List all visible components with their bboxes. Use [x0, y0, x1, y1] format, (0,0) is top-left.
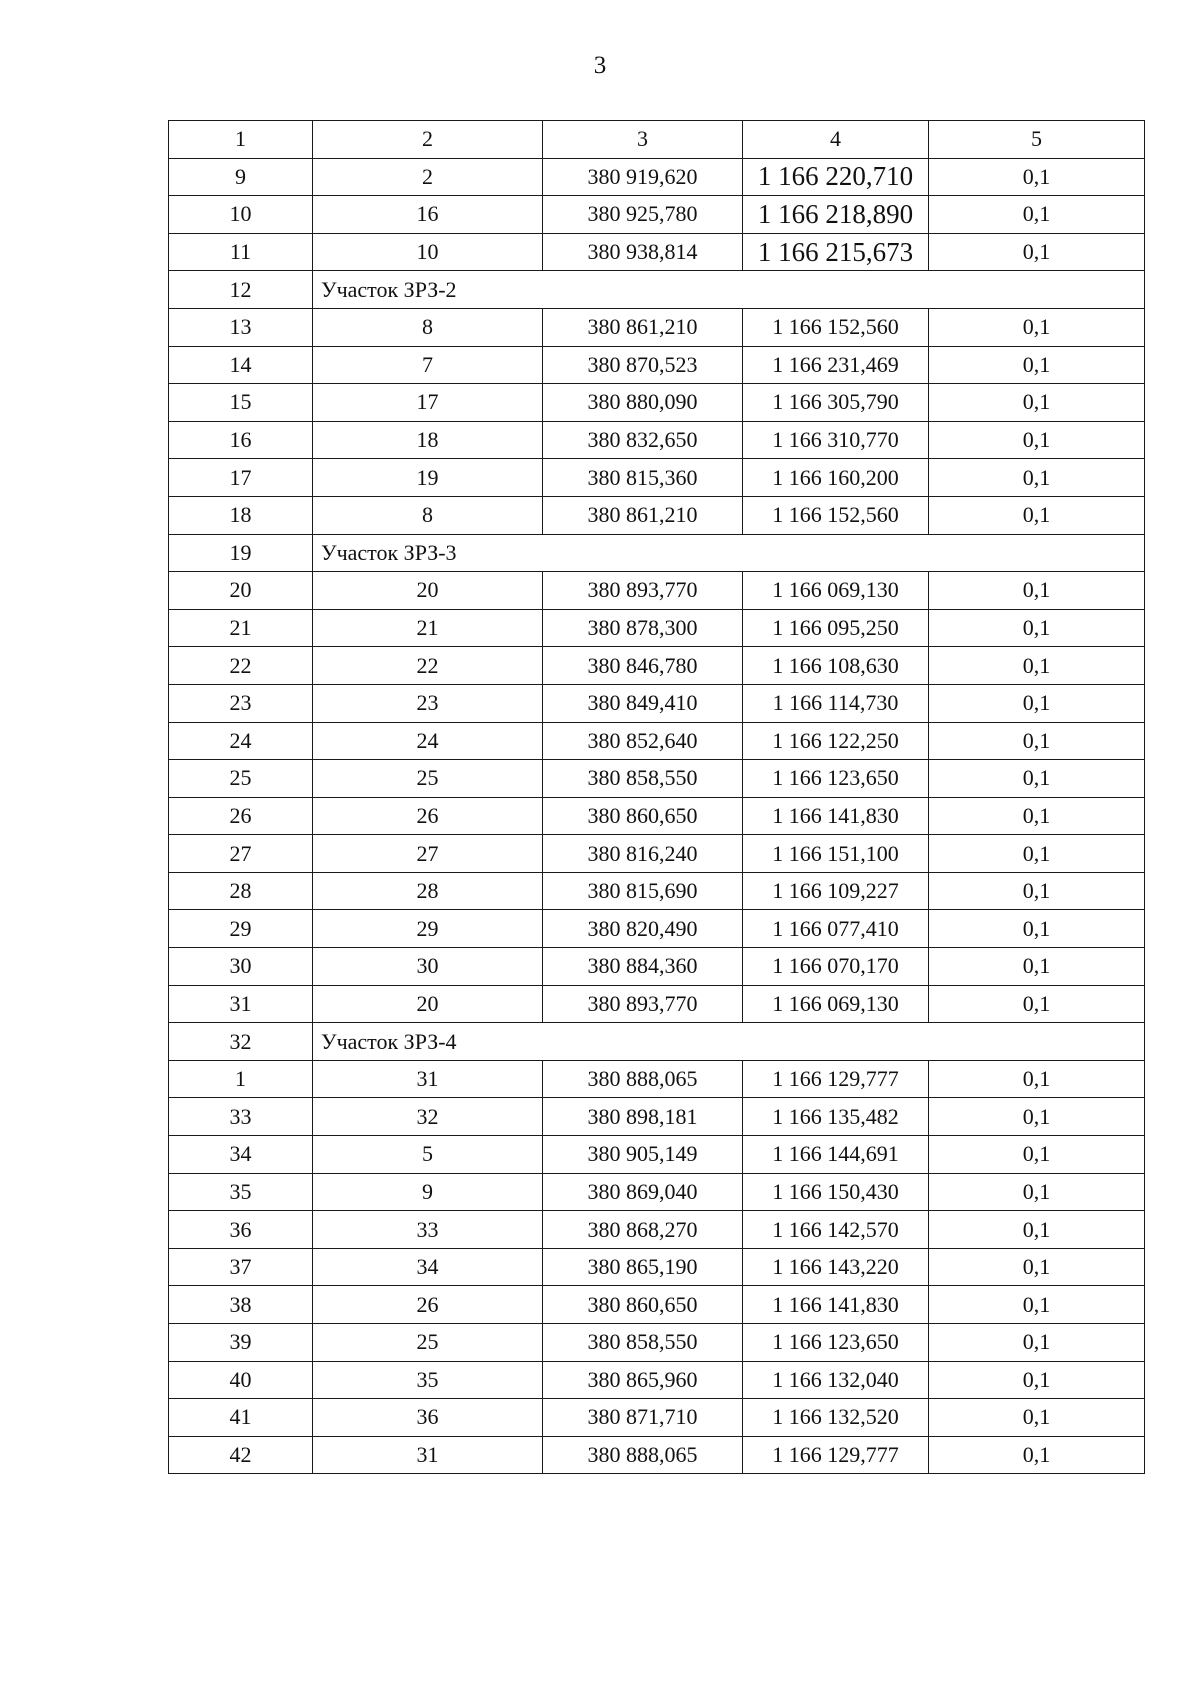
row-number-cell: 39: [169, 1324, 313, 1362]
y-coordinate-cell: 1 166 305,790: [743, 384, 929, 422]
table-row: [169, 1399, 1145, 1437]
row-number-cell: 16: [169, 421, 313, 459]
table-row: [169, 1211, 1145, 1249]
table-row: [169, 459, 1145, 497]
row-number-cell: 1: [169, 1060, 313, 1098]
accuracy-cell: 0,1: [929, 872, 1145, 910]
row-number-cell: 9: [169, 158, 313, 196]
point-number-cell: 26: [313, 797, 543, 835]
row-number-cell: 19: [169, 534, 313, 572]
y-coordinate-cell: 1 166 144,691: [743, 1136, 929, 1174]
table-row: [169, 797, 1145, 835]
header-cell-4: 4: [743, 121, 929, 159]
x-coordinate-cell: 380 849,410: [543, 684, 743, 722]
x-coordinate-cell: 380 852,640: [543, 722, 743, 760]
accuracy-cell: 0,1: [929, 985, 1145, 1023]
accuracy-cell: 0,1: [929, 1136, 1145, 1174]
table-row: [169, 1361, 1145, 1399]
y-coordinate-cell: 1 166 152,560: [743, 308, 929, 346]
table-row: [169, 872, 1145, 910]
point-number-cell: 5: [313, 1136, 543, 1174]
table-body: [169, 121, 1145, 1474]
row-number-cell: 33: [169, 1098, 313, 1136]
point-number-cell: 7: [313, 346, 543, 384]
point-number-cell: 18: [313, 421, 543, 459]
x-coordinate-cell: 380 815,690: [543, 872, 743, 910]
table-row: [169, 1098, 1145, 1136]
x-coordinate-cell: 380 861,210: [543, 496, 743, 534]
x-coordinate-cell: 380 869,040: [543, 1173, 743, 1211]
y-coordinate-cell: 1 166 152,560: [743, 496, 929, 534]
y-coordinate-cell: 1 166 123,650: [743, 1324, 929, 1362]
accuracy-cell: 0,1: [929, 1098, 1145, 1136]
accuracy-cell: 0,1: [929, 684, 1145, 722]
y-coordinate-cell: 1 166 218,890: [743, 196, 929, 234]
x-coordinate-cell: 380 846,780: [543, 647, 743, 685]
accuracy-cell: 0,1: [929, 1211, 1145, 1249]
row-number-cell: 24: [169, 722, 313, 760]
table-row: [169, 1248, 1145, 1286]
page-number: 3: [593, 52, 607, 79]
y-coordinate-cell: 1 166 069,130: [743, 572, 929, 610]
accuracy-cell: 0,1: [929, 1286, 1145, 1324]
row-number-cell: 28: [169, 872, 313, 910]
table-row: [169, 158, 1145, 196]
x-coordinate-cell: 380 905,149: [543, 1136, 743, 1174]
row-number-cell: 30: [169, 948, 313, 986]
accuracy-cell: 0,1: [929, 948, 1145, 986]
row-number-cell: 22: [169, 647, 313, 685]
accuracy-cell: 0,1: [929, 1248, 1145, 1286]
x-coordinate-cell: 380 816,240: [543, 835, 743, 873]
point-number-cell: 17: [313, 384, 543, 422]
point-number-cell: 10: [313, 233, 543, 271]
table-row: [169, 609, 1145, 647]
x-coordinate-cell: 380 884,360: [543, 948, 743, 986]
table-row: [169, 722, 1145, 760]
table-row: [169, 948, 1145, 986]
point-number-cell: 20: [313, 572, 543, 610]
header-cell-1: 1: [169, 121, 313, 159]
row-number-cell: 15: [169, 384, 313, 422]
accuracy-cell: 0,1: [929, 1060, 1145, 1098]
table-row: [169, 384, 1145, 422]
y-coordinate-cell: 1 166 151,100: [743, 835, 929, 873]
x-coordinate-cell: 380 893,770: [543, 985, 743, 1023]
y-coordinate-cell: 1 166 132,520: [743, 1399, 929, 1437]
table-row: [169, 233, 1145, 271]
y-coordinate-cell: 1 166 150,430: [743, 1173, 929, 1211]
coordinates-table: [168, 120, 1145, 1474]
y-coordinate-cell: 1 166 141,830: [743, 797, 929, 835]
row-number-cell: 14: [169, 346, 313, 384]
table-row: [169, 1060, 1145, 1098]
point-number-cell: 25: [313, 760, 543, 798]
point-number-cell: 31: [313, 1060, 543, 1098]
row-number-cell: 18: [169, 496, 313, 534]
header-cell-5: 5: [929, 121, 1145, 159]
section-row: [169, 534, 1145, 572]
point-number-cell: 20: [313, 985, 543, 1023]
accuracy-cell: 0,1: [929, 1173, 1145, 1211]
row-number-cell: 25: [169, 760, 313, 798]
y-coordinate-cell: 1 166 160,200: [743, 459, 929, 497]
x-coordinate-cell: 380 815,360: [543, 459, 743, 497]
table-header-row: [169, 121, 1145, 159]
point-number-cell: 24: [313, 722, 543, 760]
point-number-cell: 9: [313, 1173, 543, 1211]
table-row: [169, 684, 1145, 722]
section-row: [169, 1023, 1145, 1061]
row-number-cell: 26: [169, 797, 313, 835]
row-number-cell: 11: [169, 233, 313, 271]
accuracy-cell: 0,1: [929, 797, 1145, 835]
table-row: [169, 421, 1145, 459]
y-coordinate-cell: 1 166 114,730: [743, 684, 929, 722]
accuracy-cell: 0,1: [929, 1399, 1145, 1437]
x-coordinate-cell: 380 893,770: [543, 572, 743, 610]
row-number-cell: 40: [169, 1361, 313, 1399]
point-number-cell: 22: [313, 647, 543, 685]
x-coordinate-cell: 380 860,650: [543, 1286, 743, 1324]
x-coordinate-cell: 380 871,710: [543, 1399, 743, 1437]
table-row: [169, 308, 1145, 346]
accuracy-cell: 0,1: [929, 1361, 1145, 1399]
row-number-cell: 37: [169, 1248, 313, 1286]
point-number-cell: 8: [313, 496, 543, 534]
table-row: [169, 835, 1145, 873]
accuracy-cell: 0,1: [929, 910, 1145, 948]
x-coordinate-cell: 380 865,960: [543, 1361, 743, 1399]
x-coordinate-cell: 380 868,270: [543, 1211, 743, 1249]
table-row: [169, 572, 1145, 610]
y-coordinate-cell: 1 166 310,770: [743, 421, 929, 459]
header-cell-2: 2: [313, 121, 543, 159]
y-coordinate-cell: 1 166 141,830: [743, 1286, 929, 1324]
x-coordinate-cell: 380 860,650: [543, 797, 743, 835]
row-number-cell: 31: [169, 985, 313, 1023]
x-coordinate-cell: 380 858,550: [543, 1324, 743, 1362]
row-number-cell: 21: [169, 609, 313, 647]
y-coordinate-cell: 1 166 108,630: [743, 647, 929, 685]
x-coordinate-cell: 380 865,190: [543, 1248, 743, 1286]
row-number-cell: 17: [169, 459, 313, 497]
row-number-cell: 42: [169, 1436, 313, 1474]
point-number-cell: 31: [313, 1436, 543, 1474]
accuracy-cell: 0,1: [929, 308, 1145, 346]
y-coordinate-cell: 1 166 220,710: [743, 158, 929, 196]
accuracy-cell: 0,1: [929, 158, 1145, 196]
y-coordinate-cell: 1 166 132,040: [743, 1361, 929, 1399]
accuracy-cell: 0,1: [929, 196, 1145, 234]
table-row: [169, 1286, 1145, 1324]
y-coordinate-cell: 1 166 123,650: [743, 760, 929, 798]
x-coordinate-cell: 380 888,065: [543, 1436, 743, 1474]
y-coordinate-cell: 1 166 077,410: [743, 910, 929, 948]
table-row: [169, 1436, 1145, 1474]
x-coordinate-cell: 380 870,523: [543, 346, 743, 384]
x-coordinate-cell: 380 888,065: [543, 1060, 743, 1098]
y-coordinate-cell: 1 166 109,227: [743, 872, 929, 910]
accuracy-cell: 0,1: [929, 835, 1145, 873]
point-number-cell: 35: [313, 1361, 543, 1399]
section-title-cell: Участок ЗРЗ-4: [313, 1023, 1145, 1061]
table-row: [169, 346, 1145, 384]
point-number-cell: 27: [313, 835, 543, 873]
point-number-cell: 26: [313, 1286, 543, 1324]
y-coordinate-cell: 1 166 135,482: [743, 1098, 929, 1136]
accuracy-cell: 0,1: [929, 722, 1145, 760]
accuracy-cell: 0,1: [929, 346, 1145, 384]
x-coordinate-cell: 380 880,090: [543, 384, 743, 422]
table-row: [169, 760, 1145, 798]
point-number-cell: 25: [313, 1324, 543, 1362]
x-coordinate-cell: 380 820,490: [543, 910, 743, 948]
section-title-cell: Участок ЗРЗ-2: [313, 271, 1145, 309]
point-number-cell: 29: [313, 910, 543, 948]
accuracy-cell: 0,1: [929, 609, 1145, 647]
row-number-cell: 34: [169, 1136, 313, 1174]
y-coordinate-cell: 1 166 231,469: [743, 346, 929, 384]
point-number-cell: 16: [313, 196, 543, 234]
accuracy-cell: 0,1: [929, 647, 1145, 685]
x-coordinate-cell: 380 858,550: [543, 760, 743, 798]
accuracy-cell: 0,1: [929, 1324, 1145, 1362]
row-number-cell: 23: [169, 684, 313, 722]
row-number-cell: 36: [169, 1211, 313, 1249]
y-coordinate-cell: 1 166 142,570: [743, 1211, 929, 1249]
x-coordinate-cell: 380 861,210: [543, 308, 743, 346]
point-number-cell: 33: [313, 1211, 543, 1249]
row-number-cell: 13: [169, 308, 313, 346]
accuracy-cell: 0,1: [929, 496, 1145, 534]
row-number-cell: 12: [169, 271, 313, 309]
point-number-cell: 19: [313, 459, 543, 497]
row-number-cell: 35: [169, 1173, 313, 1211]
point-number-cell: 28: [313, 872, 543, 910]
x-coordinate-cell: 380 919,620: [543, 158, 743, 196]
point-number-cell: 30: [313, 948, 543, 986]
x-coordinate-cell: 380 832,650: [543, 421, 743, 459]
section-title-cell: Участок ЗРЗ-3: [313, 534, 1145, 572]
table-row: [169, 1136, 1145, 1174]
table-row: [169, 647, 1145, 685]
point-number-cell: 23: [313, 684, 543, 722]
point-number-cell: 36: [313, 1399, 543, 1437]
row-number-cell: 29: [169, 910, 313, 948]
accuracy-cell: 0,1: [929, 421, 1145, 459]
x-coordinate-cell: 380 938,814: [543, 233, 743, 271]
table-row: [169, 985, 1145, 1023]
row-number-cell: 27: [169, 835, 313, 873]
accuracy-cell: 0,1: [929, 760, 1145, 798]
y-coordinate-cell: 1 166 070,170: [743, 948, 929, 986]
row-number-cell: 41: [169, 1399, 313, 1437]
y-coordinate-cell: 1 166 143,220: [743, 1248, 929, 1286]
y-coordinate-cell: 1 166 122,250: [743, 722, 929, 760]
accuracy-cell: 0,1: [929, 572, 1145, 610]
point-number-cell: 32: [313, 1098, 543, 1136]
table-row: [169, 1173, 1145, 1211]
row-number-cell: 10: [169, 196, 313, 234]
point-number-cell: 21: [313, 609, 543, 647]
point-number-cell: 34: [313, 1248, 543, 1286]
header-cell-3: 3: [543, 121, 743, 159]
table-row: [169, 196, 1145, 234]
y-coordinate-cell: 1 166 129,777: [743, 1436, 929, 1474]
table-row: [169, 496, 1145, 534]
row-number-cell: 38: [169, 1286, 313, 1324]
y-coordinate-cell: 1 166 129,777: [743, 1060, 929, 1098]
table-row: [169, 910, 1145, 948]
x-coordinate-cell: 380 925,780: [543, 196, 743, 234]
point-number-cell: 2: [313, 158, 543, 196]
accuracy-cell: 0,1: [929, 459, 1145, 497]
accuracy-cell: 0,1: [929, 384, 1145, 422]
x-coordinate-cell: 380 898,181: [543, 1098, 743, 1136]
y-coordinate-cell: 1 166 095,250: [743, 609, 929, 647]
x-coordinate-cell: 380 878,300: [543, 609, 743, 647]
section-row: [169, 271, 1145, 309]
y-coordinate-cell: 1 166 069,130: [743, 985, 929, 1023]
table-row: [169, 1324, 1145, 1362]
row-number-cell: 20: [169, 572, 313, 610]
point-number-cell: 8: [313, 308, 543, 346]
row-number-cell: 32: [169, 1023, 313, 1061]
accuracy-cell: 0,1: [929, 233, 1145, 271]
y-coordinate-cell: 1 166 215,673: [743, 233, 929, 271]
accuracy-cell: 0,1: [929, 1436, 1145, 1474]
